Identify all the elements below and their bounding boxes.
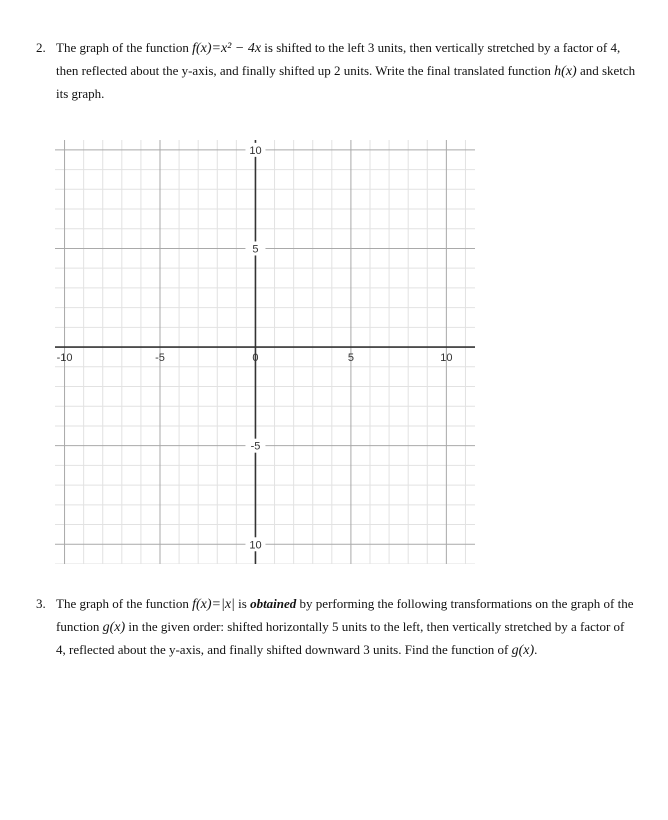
problem-3-text xyxy=(56,593,636,662)
y-tick-label: 10 xyxy=(249,539,262,552)
y-tick-label: 5 xyxy=(252,243,259,256)
x-tick-label: 5 xyxy=(347,352,354,365)
problem-3-function-f: f(x)=|x| xyxy=(192,597,235,612)
x-tick-label: -10 xyxy=(56,352,73,365)
x-tick-label: 0 xyxy=(252,352,259,365)
problem-3-text-2: is xyxy=(234,596,251,611)
problem-2-text-1: The graph of the function xyxy=(56,40,193,55)
problem-3-text-4: in the given order: shifted horizontally 5 units to the left, then vertically stretched by a factor of 4, reflected about the y-axis, and finally shifted downward 3 units. Find the function of xyxy=(56,619,625,657)
problem-3-text-5: . xyxy=(534,642,538,657)
problem-2-text xyxy=(56,37,636,105)
problem-3-number: 3. xyxy=(36,596,46,611)
problem-2-text-2: is shifted to the left 3 units, then vertically stretched by a factor of 4, then reflected about the y-axis, and finally shifted up 2 units. Write the final translated function xyxy=(56,40,621,78)
x-tick-label: 10 xyxy=(440,352,453,365)
x-tick-label: -5 xyxy=(155,352,165,365)
axes xyxy=(55,140,475,564)
problem-3-function-g: g(x) xyxy=(102,620,126,635)
problem-3-obtained: obtained xyxy=(250,596,297,611)
problem-3-text-3: by performing the following transformations on the graph of the function xyxy=(56,596,634,634)
problem-2-function-f: f(x)=x² − 4x xyxy=(192,41,262,56)
problem-2-function-h: h(x) xyxy=(554,64,577,79)
problem-2-number: 2. xyxy=(36,40,46,55)
y-tick-label: 10 xyxy=(249,144,262,157)
y-tick-label: -5 xyxy=(250,440,261,453)
problem-3-function-g-2: g(x) xyxy=(511,643,535,658)
problem-3 xyxy=(36,593,636,662)
problem-2 xyxy=(36,37,636,105)
problem-2-text-3: and sketch its graph. xyxy=(56,63,636,101)
coordinate-grid xyxy=(55,140,475,564)
grid-lines xyxy=(55,140,475,564)
problem-3-text-1: The graph of the function xyxy=(56,596,193,611)
